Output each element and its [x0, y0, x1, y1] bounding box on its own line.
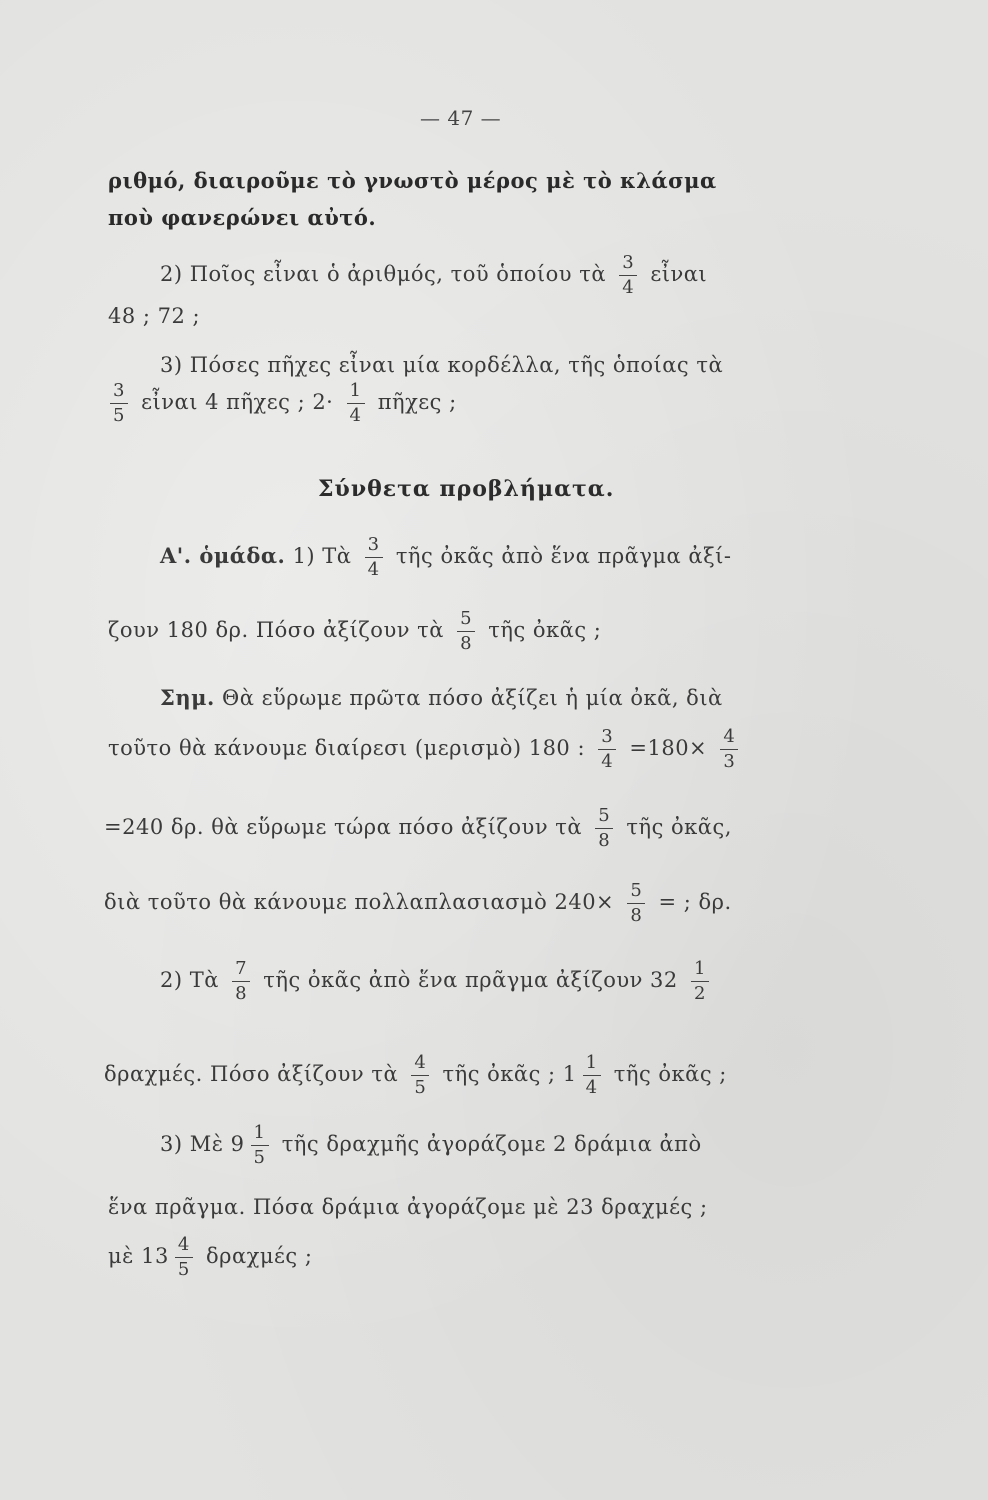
note-text: Θὰ εὕρωμε πρῶτα πόσο ἀξίζει ἡ μία ὀκᾶ, διὰ	[222, 686, 723, 710]
text-line-1: ριθμό, διαιροῦμε τὸ γνωστὸ μέρος μὲ τὸ κλάσμα	[108, 168, 717, 193]
problem-2b-text-c: δραχμές. Πόσο ἀξίζουν τὰ	[104, 1062, 399, 1086]
text-line-2: ποὺ φανερώνει αὐτό.	[108, 205, 377, 230]
problem-3b-text-b: τῆς δραχμῆς ἀγοράζομε 2 δράμια ἀπὸ	[281, 1132, 702, 1156]
group-a-problem-1-cont	[108, 610, 601, 653]
group-a-p1-text-d: τῆς ὀκᾶς ;	[488, 618, 602, 642]
fraction-3-4: $\frac{3}{4}$	[619, 254, 637, 297]
problem-2-values: 48 ; 72 ;	[108, 304, 201, 328]
fraction-3-4-c: $\frac{3}{4}$	[598, 728, 616, 771]
problem-3b-text-a: 3) Μὲ 9	[160, 1132, 245, 1156]
section-heading: Σύνθετα προβλήματα.	[318, 476, 615, 502]
problem-2-text-a: 2) Ποῖος εἶναι ὁ ἀριθμός, τοῦ ὁποίου τὰ	[160, 262, 607, 286]
problem-2b-text-e: τῆς ὀκᾶς ;	[613, 1062, 727, 1086]
result-text: =240 δρ. θὰ εὕρωμε τώρα πόσο ἀξίζουν τὰ	[104, 815, 583, 839]
note-line	[160, 685, 723, 710]
group-a-problem-1	[160, 536, 732, 579]
fraction-7-8: $\frac{7}{8}$	[232, 960, 250, 1003]
fraction-1-5: $\frac{1}{5}$	[251, 1124, 269, 1167]
problem-3b-text-c: μὲ 13	[108, 1244, 169, 1268]
fraction-3-4-b: $\frac{3}{4}$	[365, 536, 383, 579]
fraction-1-4: $\frac{1}{4}$	[347, 382, 365, 425]
fraction-4-5-b: $\frac{4}{5}$	[175, 1236, 193, 1279]
problem-3b-text-d: δραχμές ;	[205, 1244, 313, 1268]
fraction-3-5: $\frac{3}{5}$	[110, 382, 128, 425]
result-line	[104, 807, 732, 850]
group-a-p1-text-b: τῆς ὀκᾶς ἀπὸ ἕνα πρᾶγμα ἀξί-	[395, 544, 732, 568]
problem-3-text-a: εἶναι 4 πῆχες ; 2·	[141, 390, 334, 414]
fraction-1-4-b: $\frac{1}{4}$	[583, 1054, 601, 1097]
problem-3b-cont: ἕνα πρᾶγμα. Πόσα δράμια ἀγοράζομε μὲ 23 δραχμές ;	[108, 1195, 708, 1219]
division-line	[108, 728, 744, 771]
problem-2-line	[160, 254, 707, 297]
multiplication-line	[104, 882, 732, 925]
note-label: Σημ.	[160, 685, 215, 710]
problem-3b-end	[108, 1236, 312, 1279]
division-eq: =180×	[629, 736, 708, 760]
group-a-p1-text-a: 1) Τὰ	[292, 544, 352, 568]
multiplication-text: διὰ τοῦτο θὰ κάνουμε πολλαπλασιασμὸ 240×	[104, 890, 615, 914]
page-number: — 47 —	[420, 106, 502, 130]
fraction-5-8: $\frac{5}{8}$	[457, 610, 475, 653]
fraction-5-8-b: $\frac{5}{8}$	[595, 807, 613, 850]
problem-3-values	[104, 382, 457, 425]
problem-2b-line	[160, 960, 715, 1003]
problem-3-line: 3) Πόσες πῆχες εἶναι μία κορδέλλα, τῆς ὁποίας τὰ	[160, 353, 724, 377]
fraction-5-8-c: $\frac{5}{8}$	[627, 882, 645, 925]
division-text: τοῦτο θὰ κάνουμε διαίρεσι (μερισμὸ) 180 :	[108, 736, 586, 760]
fraction-4-3: $\frac{4}{3}$	[720, 728, 738, 771]
multiplication-eq: = ; δρ.	[658, 890, 732, 914]
fraction-1-2: $\frac{1}{2}$	[691, 960, 709, 1003]
problem-2b-cont	[104, 1054, 727, 1097]
problem-2b-text-a: 2) Τὰ	[160, 968, 219, 992]
problem-3b-line	[160, 1124, 702, 1167]
problem-3-text-b: πῆχες ;	[377, 390, 457, 414]
problem-2-text-b: εἶναι	[650, 262, 708, 286]
problem-2b-text-d: τῆς ὀκᾶς ; 1	[442, 1062, 577, 1086]
fraction-4-5: $\frac{4}{5}$	[411, 1054, 429, 1097]
result-text-b: τῆς ὀκᾶς,	[626, 815, 732, 839]
problem-2b-text-b: τῆς ὀκᾶς ἀπὸ ἕνα πρᾶγμα ἀξίζουν 32	[263, 968, 678, 992]
group-a-label: Α'. ὁμάδα.	[160, 543, 286, 568]
group-a-p1-text-c: ζουν 180 δρ. Πόσο ἀξίζουν τὰ	[108, 618, 444, 642]
